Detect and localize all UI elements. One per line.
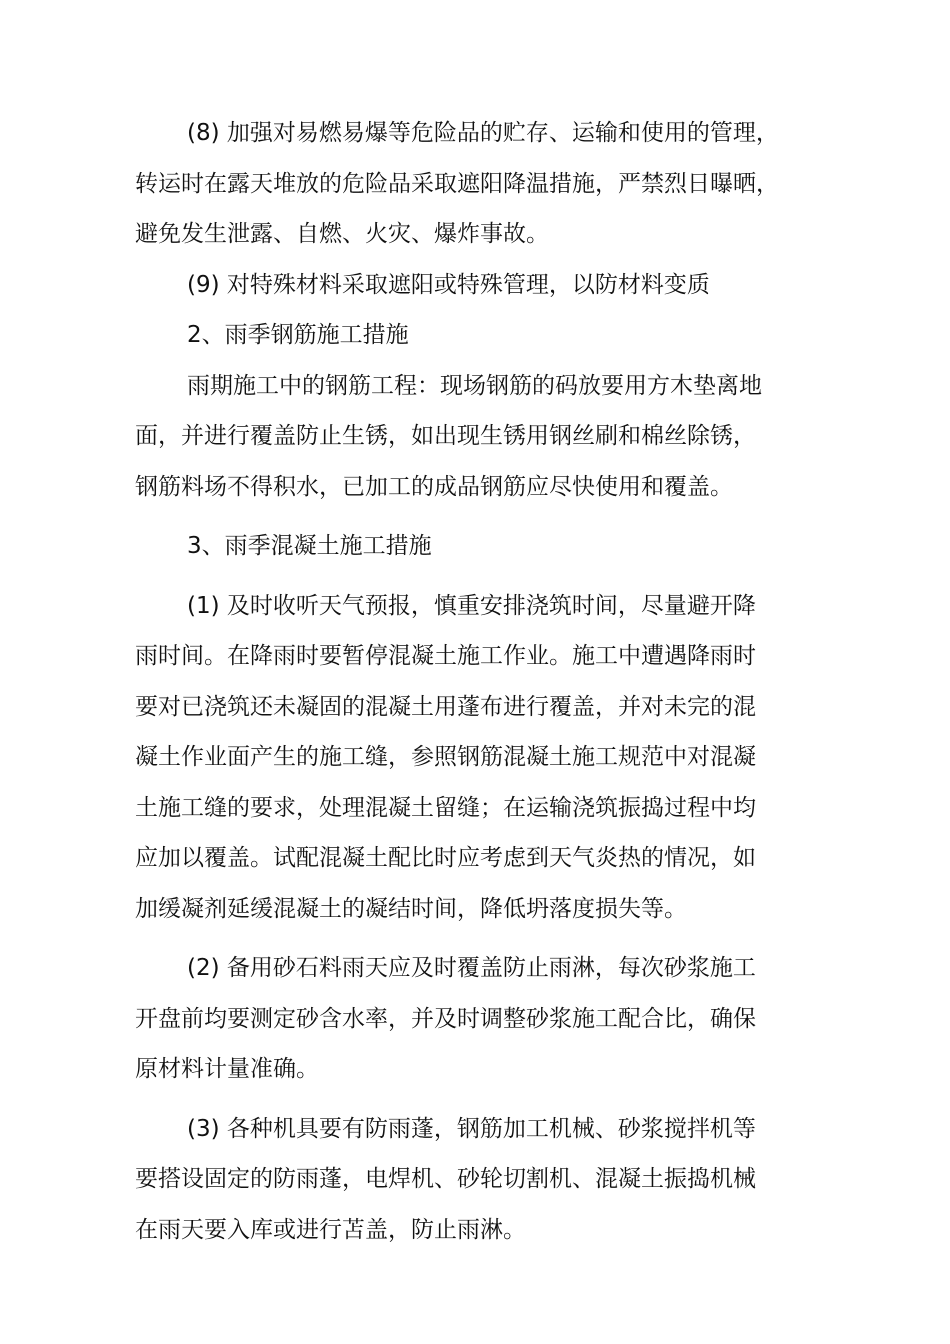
paragraph-spacer [135,512,835,521]
document-body [135,108,835,1255]
text-line: 在雨天要入库或进行苫盖，防止雨淋。 [135,1216,526,1243]
paragraph-9 [135,260,835,311]
text-line: 雨期施工中的钢筋工程：现场钢筋的码放要用方木垫离地 [187,372,762,399]
text-line: 应加以覆盖。试配混凝土配比时应考虑到天气炎热的情况，如 [135,845,756,871]
paragraph-spacer [135,572,835,581]
text-line: 面，并进行覆盖防止生锈，如出现生锈用钢丝刷和棉丝除锈， [135,423,756,449]
paragraph-concrete-3 [135,1104,835,1256]
text-line: (1) 及时收听天气预报，慎重安排浇筑时间，尽量避开降 [187,592,756,619]
text-line: 钢筋料场不得积水，已加工的成品钢筋应尽快使用和覆盖。 [135,473,733,500]
text-line: 转运时在露天堆放的危险品采取遮阳降温措施，严禁烈日曝晒， [135,170,779,197]
text-line: (8) 加强对易燃易爆等危险品的贮存、运输和使用的管理， [187,120,779,146]
text-line: 雨时间。在降雨时要暂停混凝土施工作业。施工中遭遇降雨时 [135,643,756,669]
text-line: (2) 备用砂石料雨天应及时覆盖防止雨淋，每次砂浆施工 [187,955,756,981]
text-line: 要搭设固定的防雨蓬，电焊机、砂轮切割机、混凝土振捣机械 [135,1166,756,1192]
paragraph-8 [135,108,835,260]
text-line: (9) 对特殊材料采取遮阳或特殊管理，以防材料变质 [187,271,710,298]
text-line: 凝土作业面产生的施工缝，参照钢筋混凝土施工规范中对混凝 [135,744,756,770]
text-line: 要对已浇筑还未凝固的混凝土用蓬布进行覆盖，并对未完的混 [135,693,756,720]
paragraph-spacer [135,1095,835,1104]
paragraph-spacer [135,934,835,943]
text-line: 避免发生泄露、自燃、火灾、爆炸事故。 [135,221,549,247]
paragraph-concrete-2 [135,943,835,1095]
text-line: 原材料计量准确。 [135,1056,319,1082]
heading-line: 3、雨季混凝土施工措施 [187,533,432,559]
section-heading-concrete [135,521,835,572]
paragraph-rebar [135,361,835,513]
text-line: (3) 各种机具要有防雨蓬，钢筋加工机械、砂浆搅拌机等 [187,1115,756,1142]
text-line: 土施工缝的要求，处理混凝土留缝；在运输浇筑振捣过程中均 [135,794,756,821]
text-line: 开盘前均要测定砂含水率，并及时调整砂浆施工配合比，确保 [135,1005,756,1032]
heading-line: 2、雨季钢筋施工措施 [187,322,409,348]
section-heading-rebar [135,310,835,361]
text-line: 加缓凝剂延缓混凝土的凝结时间，降低坍落度损失等。 [135,895,687,922]
paragraph-concrete-1 [135,581,835,935]
